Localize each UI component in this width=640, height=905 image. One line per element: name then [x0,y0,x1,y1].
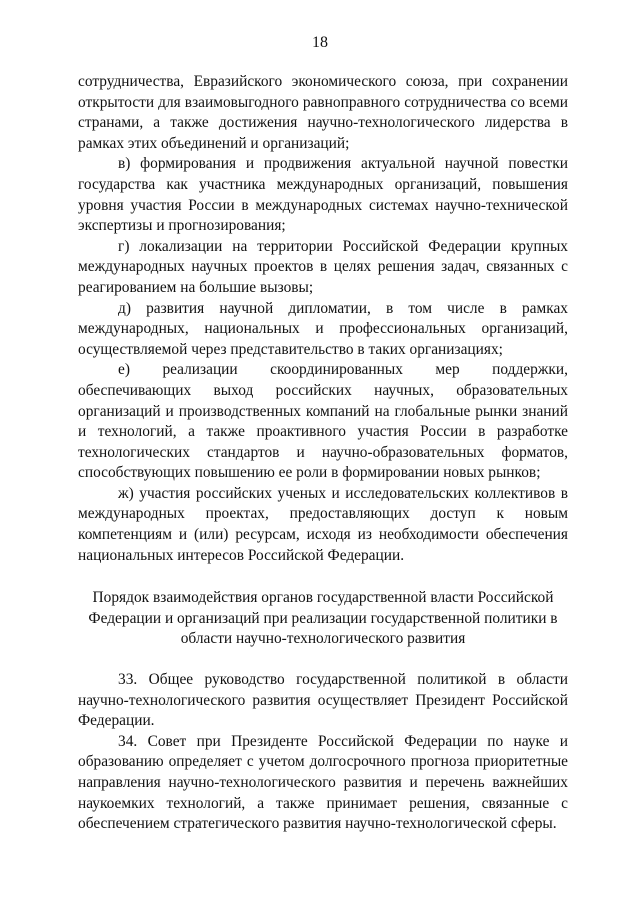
paragraph-item-g: г) локализации на территории Российской Федерации крупных международных научных проектов в целях решения задач, связанных с реагированием на большие вызовы; [78,237,568,296]
paragraph-33: 33. Общее руководство государственной политикой в области научно-технологического развития осуществляет Президент Российской Федерации. [78,671,568,730]
paragraph-continuation: сотрудничества, Евразийского экономического союза, при сохранении открытости для взаимовыгодного равноправного сотрудничества со всеми странами, а также достижения научно-технологического лидерства в рамках этих объединений и организаций; [78,73,568,152]
paragraph-item-v: в) формирования и продвижения актуальной научной повестки государства как участника международных организаций, повышения уровня участия России в международных системах научно-технической экспертизы и прогнозирования; [78,155,568,235]
document-body [78,72,568,835]
paragraph-34: 34. Совет при Президенте Российской Федерации по науке и образованию определяет с учетом долгосрочного прогноза приоритетные направления научно-технологического развития и перечень важнейших наукоемких технологий, а также принимает решения, связанные с обеспечением стратегического развития научно-технологической сферы. [78,732,568,833]
page-number: 18 [312,34,328,51]
section-heading: Порядок взаимодействия органов государственной власти Российской Федерации и организаций при реализации государственной политики в области научно-технологического развития [88,589,558,648]
paragraph-item-d: д) развития научной дипломатии, в том числе в рамках международных, национальных и профессиональных организаций, осуществляемой через представительство в таких организациях; [78,299,568,358]
paragraph-item-zh: ж) участия российских ученых и исследовательских коллективов в международных проектах, предоставляющих доступ к новым компетенциям и (или) ресурсам, исходя из необходимости обеспечения национальных интересов Российской Федерации. [78,484,568,564]
paragraph-item-e: е) реализации скоординированных мер поддержки, обеспечивающих выход российских научных, образовательных организаций и производственных компаний на глобальные рынки знаний и технологий, а также проактивного участия России в разработке технологических стандартов и научно-образовательных форматов, способствующих повышению ее роли в формировании новых рынков; [78,361,568,482]
